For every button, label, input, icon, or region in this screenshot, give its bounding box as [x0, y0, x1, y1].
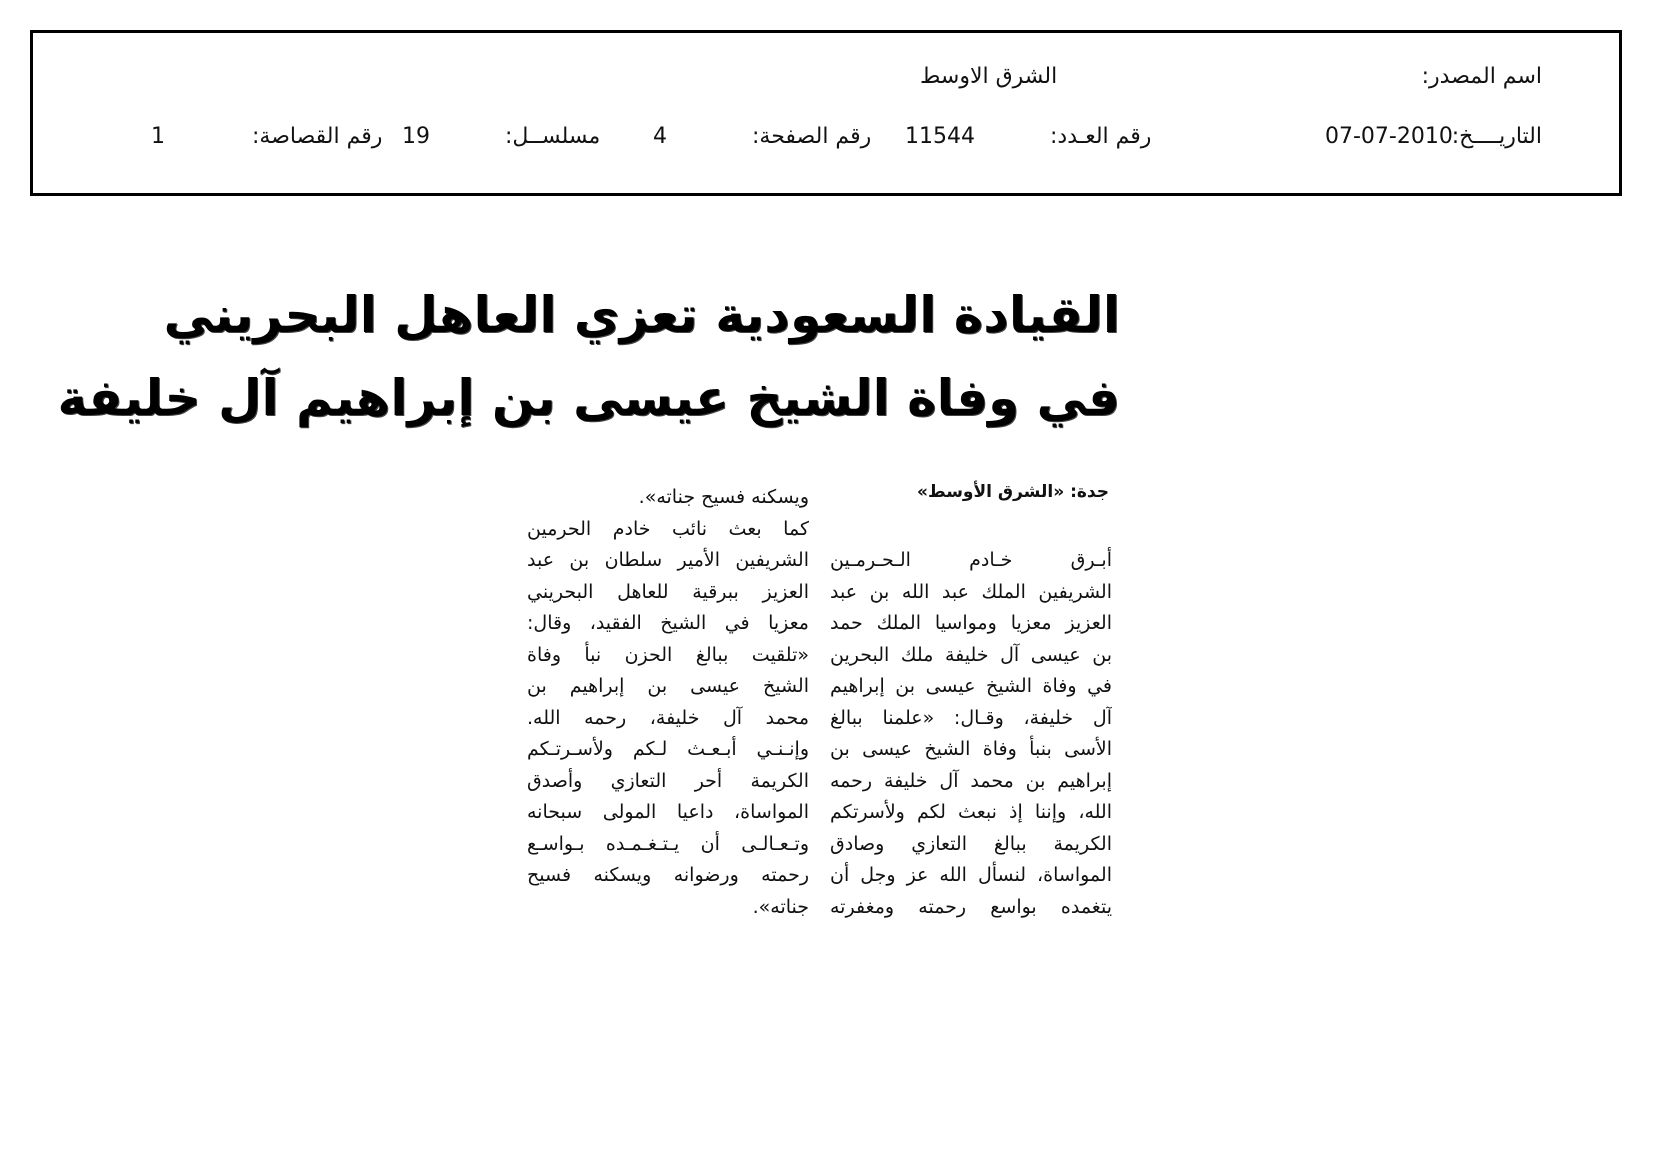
text-line: آل خليفة، وقـال: «علمنا ببالغ	[830, 706, 1112, 729]
serial-label: مسلســل:	[505, 124, 601, 149]
text-line: الشريفين الأمير سلطان بن عبد	[527, 549, 809, 571]
source-label: اسم المصدر:	[1421, 64, 1542, 89]
text-line: إبراهيم بن محمد آل خليفة رحمه	[830, 769, 1112, 792]
clipping-label: رقم القصاصة:	[252, 124, 383, 149]
clipping-metadata-box	[30, 30, 1622, 196]
clipping-value: 1	[151, 124, 165, 149]
issue-value: 11544	[905, 124, 975, 149]
text-line: رحمته ورضوانه ويسكنه فسيح	[527, 864, 809, 886]
text-line: المواساة، لنسأل الله عز وجل أن	[830, 864, 1112, 886]
date-value: 07-07-2010	[1325, 124, 1453, 149]
text-line: الكريمة ببالغ التعازي وصادق	[830, 832, 1112, 855]
serial-value: 19	[402, 124, 430, 149]
headline-line-2: في وفاة الشيخ عيسى بن إبراهيم آل خليفة	[57, 369, 1120, 427]
text-line: العزيز ببرقية للعاهل البحريني	[527, 580, 809, 603]
text-line: العزيز معزيا ومواسيا الملك حمد	[830, 612, 1112, 634]
page-value: 4	[653, 124, 667, 149]
issue-label: رقم العـدد:	[1050, 124, 1152, 149]
text-line: الأسى بنبأ وفاة الشيخ عيسى بن	[830, 738, 1112, 760]
text-line: معزيا في الشيخ الفقيد، وقال:	[527, 612, 809, 634]
text-line: أبـرق خـادم الـحـرمـين	[830, 549, 1112, 571]
text-line: جناته».	[752, 895, 809, 918]
text-line: في وفاة الشيخ عيسى بن إبراهيم	[830, 675, 1112, 697]
text-line: الله، وإننا إذ نبعث لكم ولأسرتكم	[830, 801, 1112, 823]
text-line: وتـعـالـى أن يـتـغـمـده بـواسـع	[527, 832, 809, 855]
text-line: كما بعث نائب خادم الحرمين	[527, 517, 809, 540]
headline-line-1: القيادة السعودية تعزي العاهل البحريني	[163, 286, 1120, 344]
text-line: وإنـنـي أبـعـث لـكم ولأسـرتـكم	[527, 738, 809, 760]
text-line: الكريمة أحر التعازي وأصدق	[527, 769, 809, 792]
article-column-left	[527, 482, 809, 923]
text-line: المواساة، داعيا المولى سبحانه	[527, 801, 809, 823]
source-value: الشرق الاوسط	[920, 64, 1058, 89]
text-line: «تلقيت ببالغ الحزن نبأ وفاة	[527, 643, 809, 666]
text-line: بن عيسى آل خليفة ملك البحرين	[830, 643, 1112, 666]
date-label: التاريــــخ:	[1451, 124, 1542, 149]
text-line: ويسكنه فسيح جناته».	[638, 486, 809, 508]
article-dateline: جدة: «الشرق الأوسط»	[917, 482, 1109, 502]
text-line: يتغمده بواسع رحمته ومغفرته	[830, 895, 1112, 918]
text-line: محمد آل خليفة، رحمه الله.	[527, 706, 809, 729]
text-line: الشيخ عيسى بن إبراهيم بن	[527, 675, 809, 697]
page-label: رقم الصفحة:	[752, 124, 872, 149]
article-column-right	[830, 545, 1112, 923]
text-line: الشريفين الملك عبد الله بن عبد	[830, 580, 1112, 603]
